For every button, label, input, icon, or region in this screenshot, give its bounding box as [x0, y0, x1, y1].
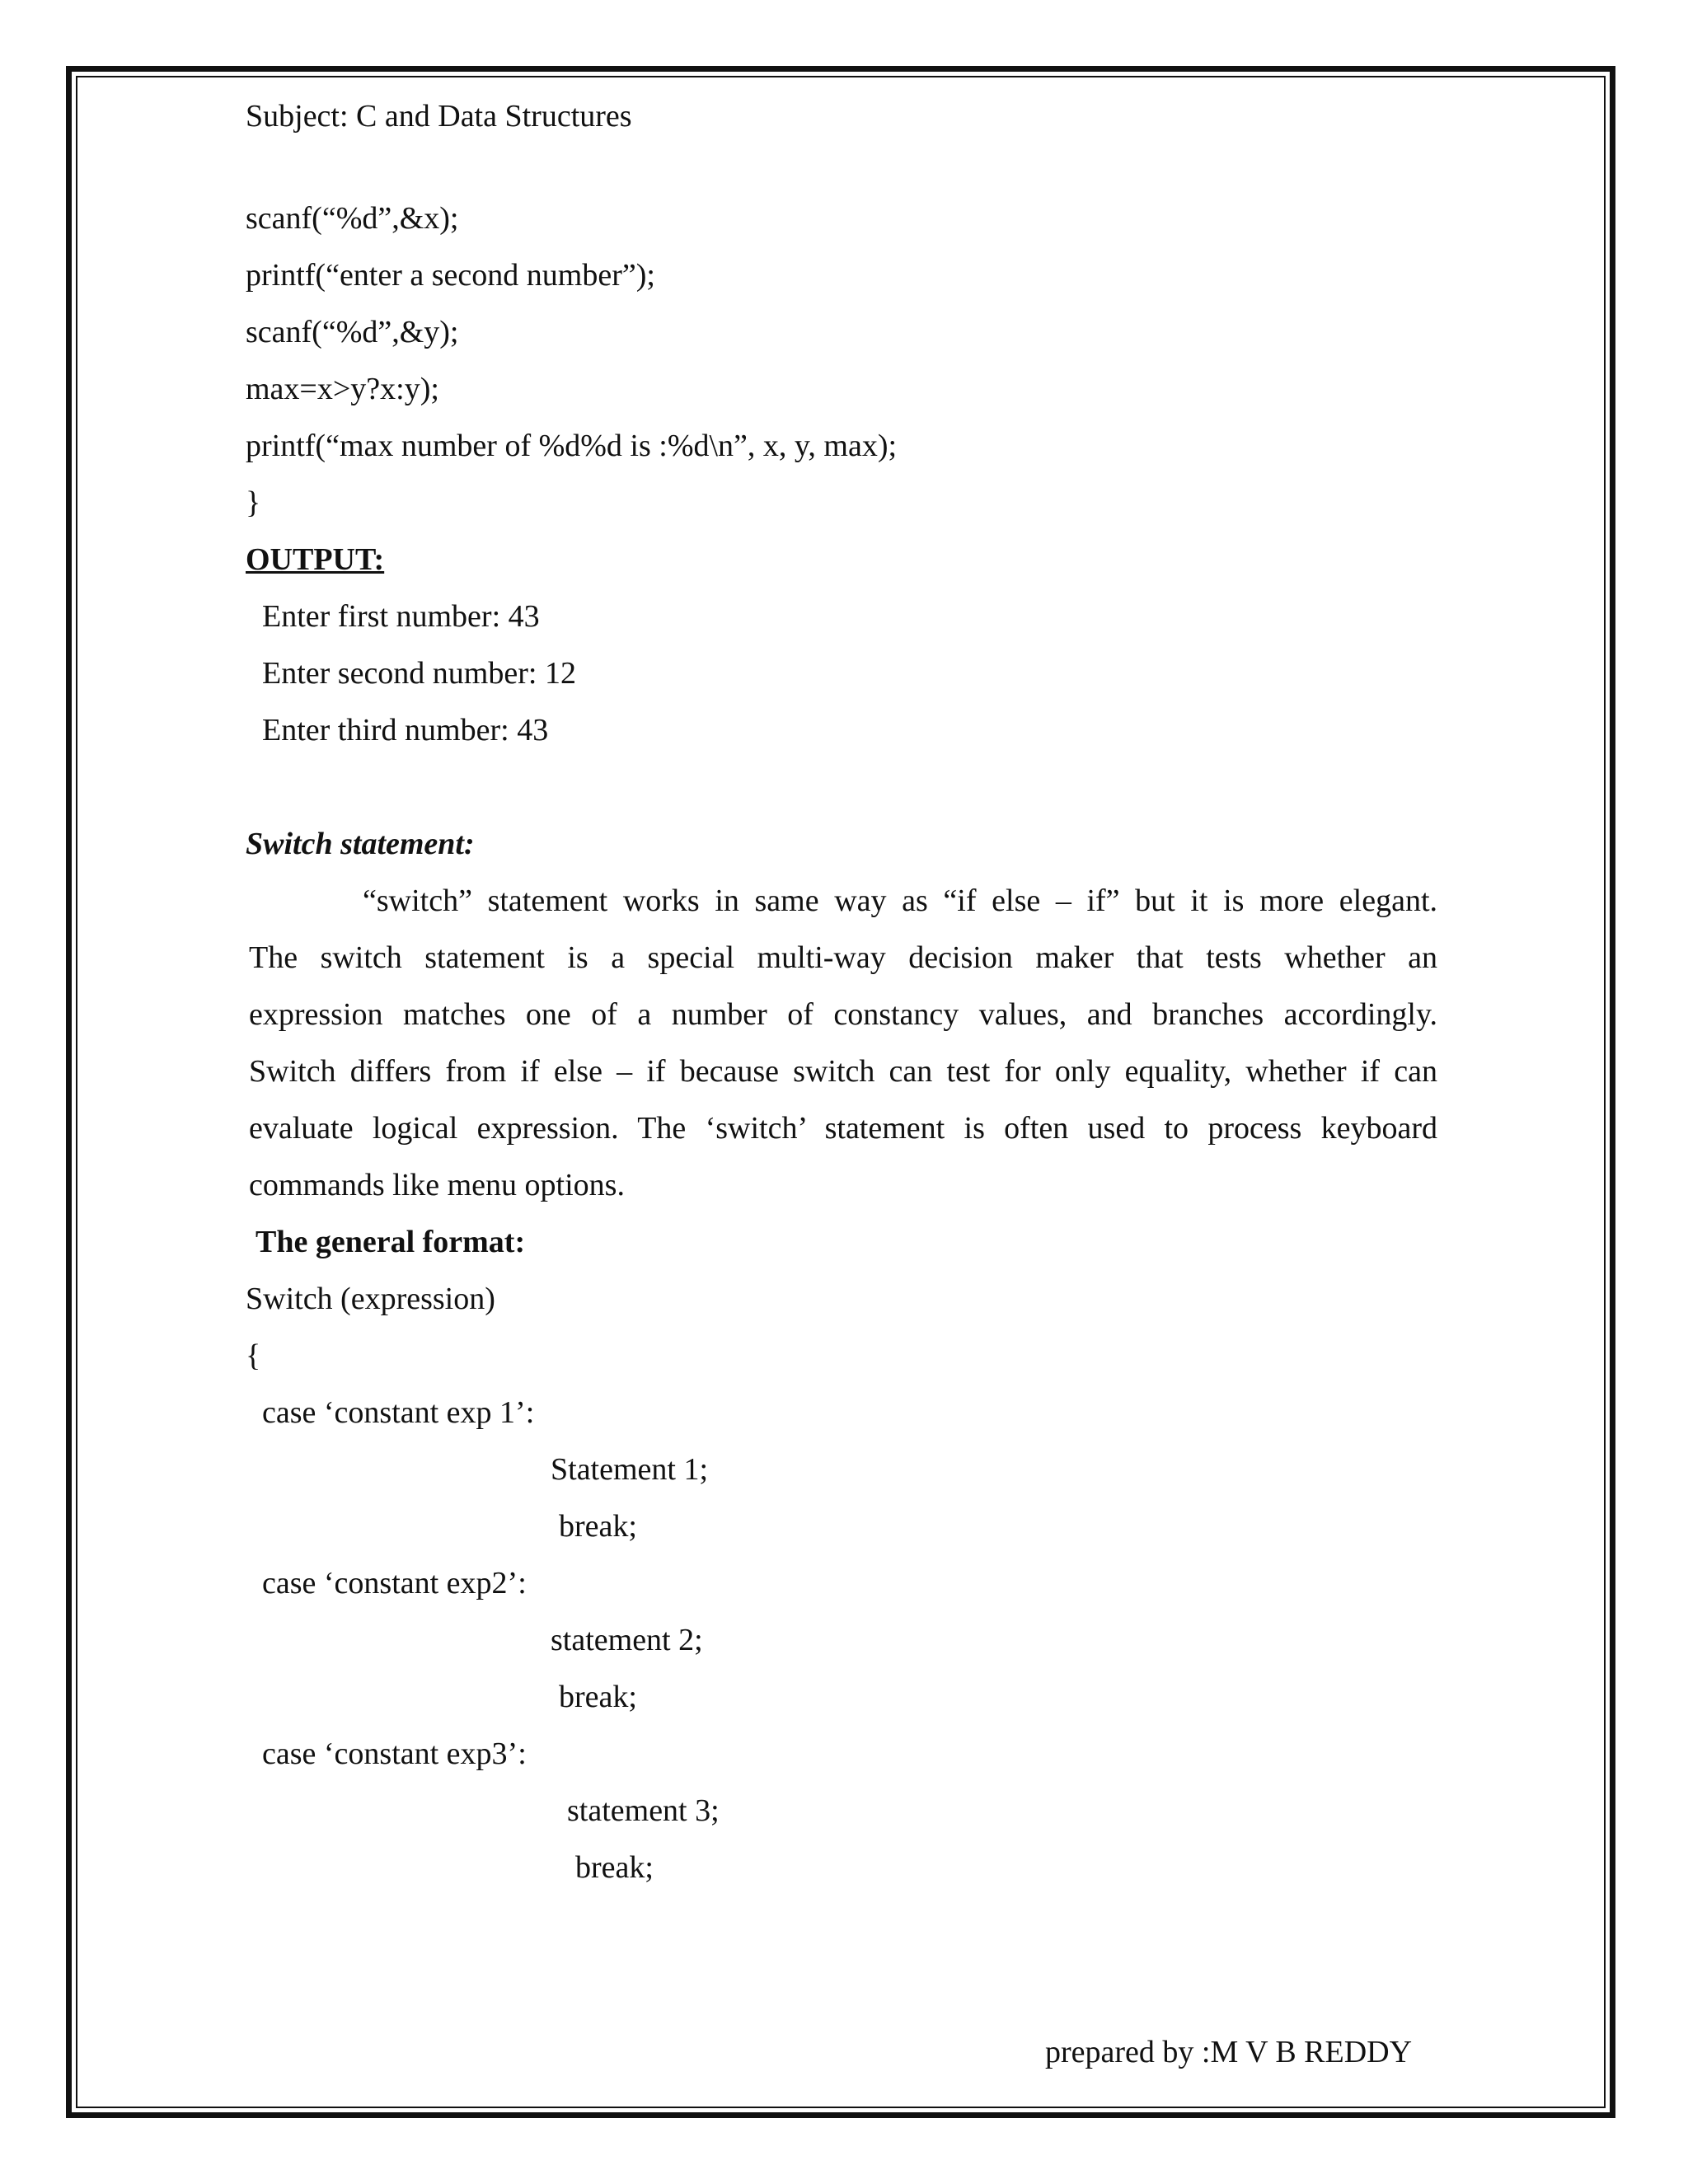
paragraph-line: Switch differs from if else – if because switch can test for only equality, whether if can — [249, 1054, 1437, 1089]
paragraph-line: evaluate logical expression. The ‘switch’ statement is often used to process keyboard — [249, 1111, 1437, 1146]
code-line: scanf(“%d”,&y); — [246, 315, 459, 349]
format-line: case ‘constant exp2’: — [262, 1566, 527, 1601]
output-line: Enter first number: 43 — [262, 599, 540, 634]
code-line: printf(“enter a second number”); — [246, 258, 655, 293]
format-line: break; — [575, 1850, 654, 1885]
output-line: Enter third number: 43 — [262, 713, 549, 748]
output-heading: OUTPUT: — [246, 542, 385, 577]
paragraph-line: The switch statement is a special multi-way decision maker that tests whether an — [249, 940, 1437, 975]
format-line: Statement 1; — [551, 1452, 709, 1487]
output-line: Enter second number: 12 — [262, 656, 576, 691]
format-heading: The general format: — [256, 1225, 526, 1259]
code-line: max=x>y?x:y); — [246, 372, 439, 406]
format-line: break; — [559, 1680, 637, 1714]
format-line: case ‘constant exp3’: — [262, 1736, 527, 1771]
format-line: Switch (expression) — [246, 1282, 495, 1316]
code-line: printf(“max number of %d%d is :%d\n”, x, y, max); — [246, 429, 898, 463]
code-line: } — [246, 485, 261, 520]
format-line: statement 3; — [567, 1793, 720, 1828]
format-line: { — [246, 1338, 261, 1373]
code-line: scanf(“%d”,&x); — [246, 201, 459, 236]
format-line: statement 2; — [551, 1623, 703, 1657]
paragraph-line: expression matches one of a number of constancy values, and branches accordingly. — [249, 997, 1437, 1032]
format-line: break; — [559, 1509, 637, 1544]
switch-heading: Switch statement: — [246, 827, 475, 861]
format-line: case ‘constant exp 1’: — [262, 1395, 535, 1430]
paragraph-line: “switch” statement works in same way as “if else – if” but it is more elegant. — [363, 883, 1437, 918]
footer-prepared-by: prepared by :M V B REDDY — [1045, 2035, 1413, 2069]
paragraph-line: commands like menu options. — [249, 1168, 625, 1202]
subject-header: Subject: C and Data Structures — [246, 99, 632, 134]
